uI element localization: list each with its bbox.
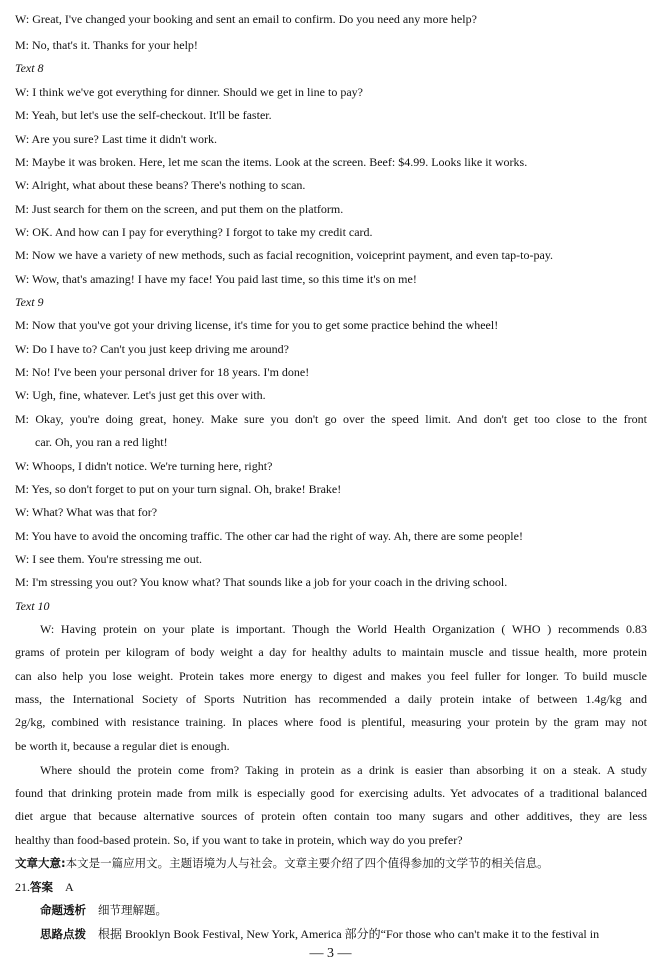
dialogue-line: M: You have to avoid the oncoming traffic. The other car had the right of way. Ah, there are some people! [15,529,523,543]
passage-line: be worth it, because a regular diet is enough. [15,739,230,753]
summary-line [15,855,647,871]
dialogue-line: M: Now we have a variety of new methods, such as facial recognition, voiceprint payment, and even tap-to-pay. [15,248,554,262]
dialogue-line: W: What? What was that for? [15,505,158,519]
passage-line: can also help you lose weight. Protein takes more energy to digest and makes you feel fuller for longer. To build muscle [15,669,647,683]
passage-line: W: Having protein on your plate is important. Though the World Health Organization ( WHO ) recommends 0.83 [40,622,647,636]
passage-line: Where should the protein come from? Taking in protein as a drink is easier than absorbing it on a steak. A study [40,763,647,777]
hint-text: 根据 Brooklyn Book Festival, New York, America 部分的“For those who can't make it to the festival in [98,927,600,941]
analysis-label: 命题透析 [40,903,86,917]
section-heading-text-9: Text 9 [15,295,44,309]
dialogue-line: W: I think we've got everything for dinner. Should we get in line to pay? [15,85,363,99]
dialogue-line: W: OK. And how can I pay for everything? I forgot to take my credit card. [15,225,373,239]
summary-text: 本文是一篇应用文。主题语境为人与社会。文章主要介绍了四个值得参加的文学节的相关信息。 [65,856,549,870]
page-number: — 3 — [309,946,352,961]
dialogue-line: M: No, that's it. Thanks for your help! [15,38,198,52]
dialogue-line: W: Are you sure? Last time it didn't work. [15,132,218,146]
answer-line [15,879,647,895]
passage-line: 2g/kg, combined with resistance training. In places where food is plentiful, measuring your protein by the gram may not [15,715,647,729]
passage-line: healthy than food-based protein. So, if you want to take in protein, which way do you prefer? [15,833,463,847]
dialogue-line: W: Great, I've changed your booking and sent an email to confirm. Do you need any more help? [15,12,477,26]
analysis-line [40,902,647,918]
dialogue-line: W: Alright, what about these beans? There's nothing to scan. [15,178,306,192]
passage-line: mass, the International Society of Sports Nutrition has recommended a daily protein intake of between 1.4g/kg and [15,692,647,706]
dialogue-line: M: Maybe it was broken. Here, let me scan the items. Look at the screen. Beef: $4.99. Looks like it works. [15,155,528,169]
dialogue-line: M: Just search for them on the screen, and put them on the platform. [15,202,344,216]
dialogue-line: M: Now that you've got your driving license, it's time for you to get some practice behind the wheel! [15,318,499,332]
section-heading-text-10: Text 10 [15,599,50,613]
analysis-text: 细节理解题。 [98,903,167,917]
answer-label: 答案 [30,880,53,894]
dialogue-line: W: Do I have to? Can't you just keep driving me around? [15,342,289,356]
passage-line: diet argue that because alternative sources of protein often contain too many sugars and other additives, they are less [15,809,647,823]
section-heading-text-8: Text 8 [15,61,44,75]
dialogue-line: W: Wow, that's amazing! I have my face! You paid last time, so this time it's on me! [15,272,417,286]
hint-label: 思路点拨 [40,927,86,941]
summary-label: 文章大意: [15,856,66,870]
answer-value: A [65,880,74,894]
passage-line: found that drinking protein made from milk is especially good for exercising adults. Yet advocates of a traditional balanced [15,786,647,800]
dialogue-line: W: Whoops, I didn't notice. We're turning here, right? [15,459,273,473]
dialogue-line: M: Okay, you're doing great, honey. Make sure you don't go over the speed limit. And don't get too close to the front [15,412,647,426]
dialogue-line: M: Yes, so don't forget to put on your turn signal. Oh, brake! Brake! [15,482,342,496]
dialogue-line: M: I'm stressing you out? You know what? That sounds like a job for your coach in the driving school. [15,575,508,589]
dialogue-line: M: Yeah, but let's use the self-checkout. It'll be faster. [15,108,272,122]
dialogue-line: W: I see them. You're stressing me out. [15,552,203,566]
passage-line: grams of protein per kilogram of body weight a day for healthy adults to maintain muscle and tissue health, more protein [15,645,647,659]
dialogue-line-continuation: car. Oh, you ran a red light! [35,435,168,449]
dialogue-line: W: Ugh, fine, whatever. Let's just get this over with. [15,388,266,402]
hint-line [40,926,647,942]
dialogue-line: M: No! I've been your personal driver for 18 years. I'm done! [15,365,310,379]
question-number: 21. [15,880,30,894]
